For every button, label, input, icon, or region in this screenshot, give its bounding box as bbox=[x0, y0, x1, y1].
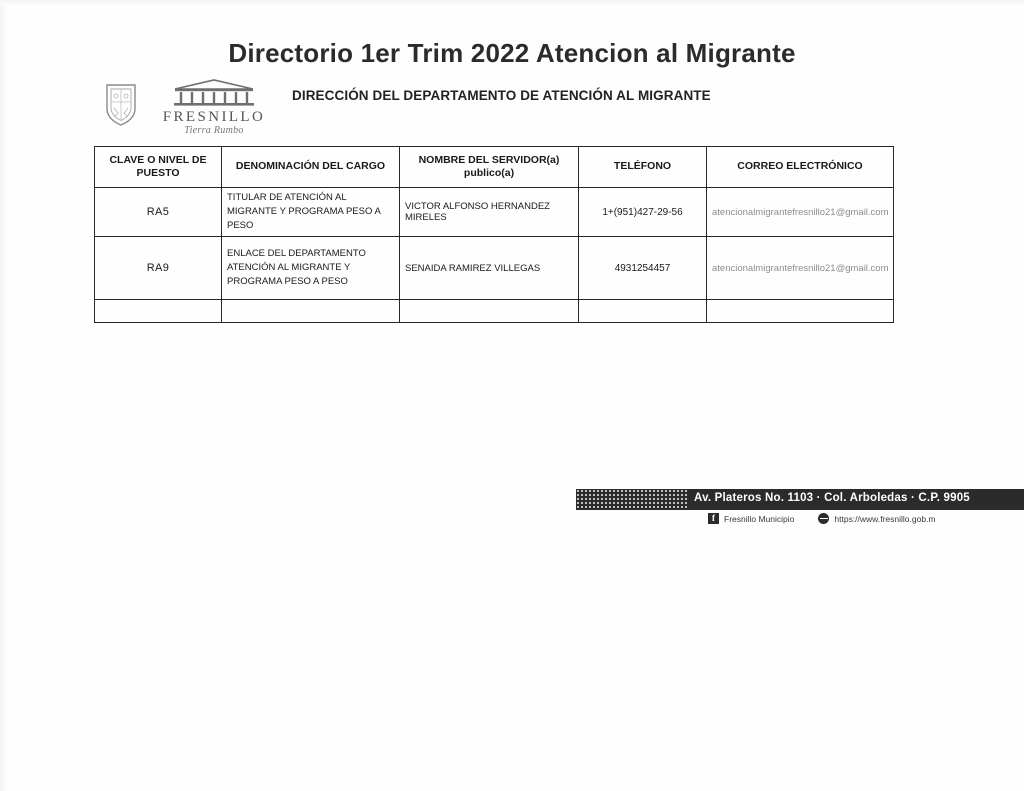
col-header-clave: CLAVE O NIVEL DE PUESTO bbox=[95, 147, 222, 188]
table-row bbox=[95, 300, 894, 323]
footer-social bbox=[708, 513, 936, 524]
footer-dot-pattern bbox=[576, 489, 688, 510]
municipal-crest-icon bbox=[104, 82, 138, 126]
cell-telefono bbox=[579, 300, 707, 323]
website-url: https://www.fresnillo.gob.m bbox=[834, 513, 936, 524]
cell-cargo: TITULAR DE ATENCIÓN AL MIGRANTE Y PROGRAMA PESO A PESO bbox=[222, 188, 400, 237]
col-header-nombre: NOMBRE DEL SERVIDOR(a) publico(a) bbox=[400, 147, 579, 188]
department-heading: DIRECCIÓN DEL DEPARTAMENTO DE ATENCIÓN AL MIGRANTE bbox=[292, 88, 711, 103]
col-header-telefono: TELÉFONO bbox=[579, 147, 707, 188]
logo-wordmark: FRESNILLO bbox=[162, 109, 266, 125]
cell-nombre: SENAIDA RAMIREZ VILLEGAS bbox=[400, 237, 579, 300]
globe-icon bbox=[818, 513, 829, 524]
letterhead bbox=[96, 78, 276, 140]
logo-tagline: Tierra Rumbo bbox=[184, 125, 244, 136]
directory-table-wrap bbox=[94, 146, 893, 323]
cell-correo bbox=[707, 300, 894, 323]
scan-edge-left bbox=[0, 0, 6, 791]
cell-nombre bbox=[400, 300, 579, 323]
footer-address: Av. Plateros No. 1103 · Col. Arboledas · C.P. 9905 bbox=[694, 492, 970, 504]
col-header-correo: CORREO ELECTRÓNICO bbox=[707, 147, 894, 188]
table-row bbox=[95, 237, 894, 300]
col-header-cargo: DENOMINACIÓN DEL CARGO bbox=[222, 147, 400, 188]
scan-edge-top bbox=[0, 0, 1024, 5]
page-title: Directorio 1er Trim 2022 Atencion al Migrante bbox=[228, 38, 796, 68]
cell-telefono: 4931254457 bbox=[579, 237, 707, 300]
facebook-handle: Fresnillo Municipio bbox=[724, 513, 795, 524]
directory-table bbox=[94, 146, 894, 323]
cell-clave bbox=[95, 300, 222, 323]
cell-cargo: ENLACE DEL DEPARTAMENTO ATENCIÓN AL MIGRANTE Y PROGRAMA PESO A PESO bbox=[222, 237, 400, 300]
facebook-icon: f bbox=[708, 513, 719, 524]
fresnillo-logo bbox=[154, 78, 274, 136]
table-row bbox=[95, 188, 894, 237]
cell-cargo bbox=[222, 300, 400, 323]
cell-correo: atencionalmigrantefresnillo21@gmail.com bbox=[707, 188, 894, 237]
cell-correo: atencionalmigrantefresnillo21@gmail.com bbox=[707, 237, 894, 300]
cell-telefono: 1+(951)427-29-56 bbox=[579, 188, 707, 237]
classical-building-icon bbox=[154, 78, 274, 108]
footer bbox=[576, 489, 1024, 537]
cell-clave: RA5 bbox=[95, 188, 222, 237]
cell-nombre: VICTOR ALFONSO HERNANDEZ MIRELES bbox=[400, 188, 579, 237]
cell-clave: RA9 bbox=[95, 237, 222, 300]
table-header-row bbox=[95, 147, 894, 188]
